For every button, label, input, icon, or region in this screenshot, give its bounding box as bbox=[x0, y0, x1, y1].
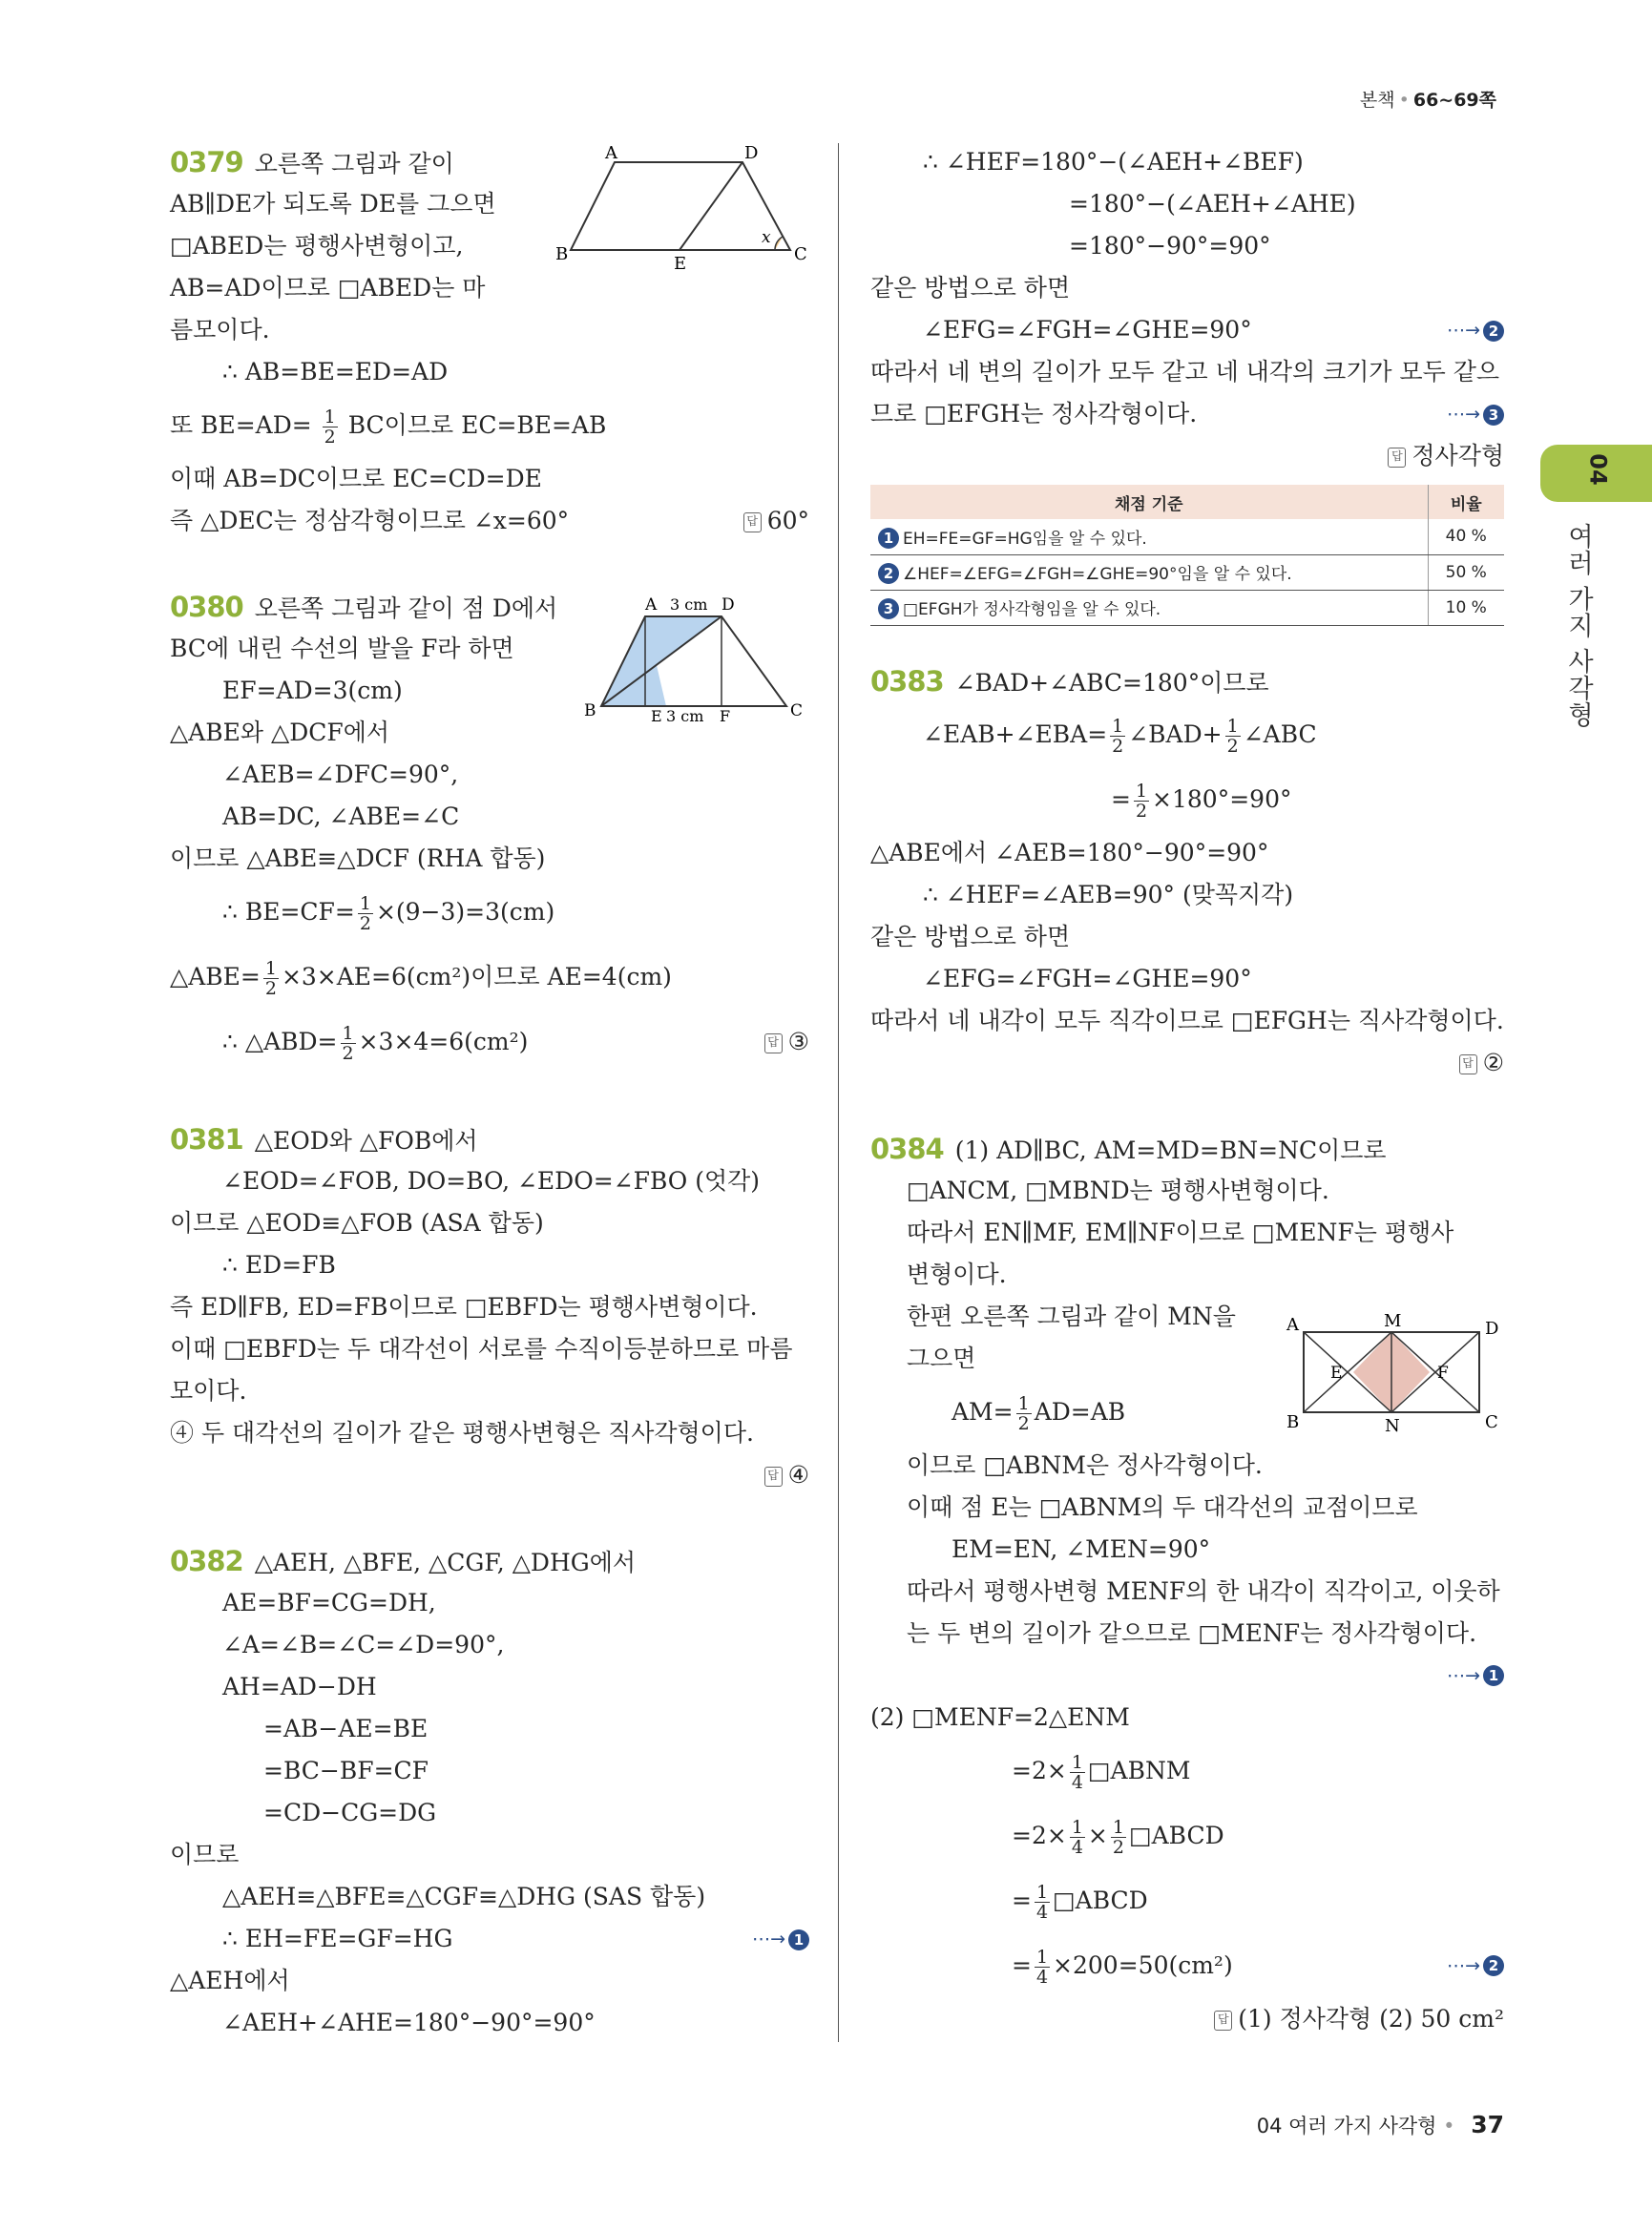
text-line: =2× bbox=[1012, 1821, 1067, 1849]
text-line: ×200=50(cm²) bbox=[1053, 1950, 1233, 1979]
text-line: BC에 내린 수선의 발을 F라 하면 bbox=[170, 635, 514, 662]
text-line: ∠EFG=∠FGH=∠GHE=90° bbox=[923, 964, 1252, 992]
text-line: 이때 □EBFD는 두 대각선이 서로를 수직이등분하므로 마름 bbox=[170, 1335, 793, 1363]
table-row: 1 EH=FE=GF=HG임을 알 수 있다. 40 % bbox=[870, 519, 1504, 554]
text-line: 따라서 네 내각이 모두 직각이므로 □EFGH는 직사각형이다. bbox=[870, 1006, 1504, 1034]
answer-icon: 답 bbox=[1388, 448, 1406, 468]
text-line: ∠AEB=∠DFC=90°, bbox=[222, 761, 459, 788]
text-line: AB=AD이므로 □ABED는 마 bbox=[170, 274, 486, 302]
answer: 답 ③ bbox=[764, 1010, 809, 1074]
text-line: △AEH≡△BFE≡△CGF≡△DHG (SAS 합동) bbox=[222, 1883, 706, 1910]
label-e: E bbox=[1330, 1364, 1343, 1383]
problem-0382-continued bbox=[870, 141, 1504, 626]
text-line: ∴ ∠HEF=180°−(∠AEH+∠BEF) bbox=[923, 148, 1304, 176]
text-line: AE=BF=CG=DH, bbox=[222, 1589, 436, 1616]
text-line: AH=AD−DH bbox=[222, 1673, 377, 1700]
text-line: EM=EN, ∠MEN=90° bbox=[951, 1534, 1211, 1563]
header-pages: 66~69쪽 bbox=[1412, 90, 1496, 111]
label-f: F bbox=[720, 707, 731, 725]
text-line: △ABE와 △DCF에서 bbox=[170, 719, 390, 746]
text-line: △ABE에서 ∠AEB=180°−90°=90° bbox=[870, 838, 1269, 866]
label-d: D bbox=[744, 143, 759, 163]
step-marker: ⋯→ 2 bbox=[1447, 1933, 1504, 1998]
text-line: 따라서 네 변의 길이가 모두 같고 네 내각의 크기가 모두 같으 bbox=[870, 358, 1500, 386]
problem-0382 bbox=[170, 1540, 809, 2044]
text-line: 는 두 변의 길이가 같으므로 □MENF는 정사각형이다. bbox=[907, 1618, 1477, 1647]
text-line: ∴ BE=CF= bbox=[222, 898, 355, 926]
text-line: =BC−BF=CF bbox=[263, 1757, 429, 1784]
text-line: □ABNM bbox=[1087, 1756, 1191, 1784]
fraction: $\frac{1}{2}$ bbox=[264, 958, 277, 999]
label-n: N bbox=[1385, 1416, 1400, 1436]
step-marker: ⋯→ 1 bbox=[752, 1918, 809, 1960]
step-marker: ⋯→ 3 bbox=[1447, 393, 1504, 435]
text-line: = bbox=[1012, 1886, 1032, 1914]
text-line: ∴ AB=BE=ED=AD bbox=[222, 358, 449, 386]
answer: 답 (1) 정사각형 (2) 50 cm² bbox=[1214, 1998, 1504, 2040]
text-line: ∠BAD+ bbox=[1128, 719, 1223, 748]
text-line: 즉 ED∥FB, ED=FB이므로 □EBFD는 평행사변형이다. bbox=[170, 1293, 758, 1321]
page-header: 본책 • 66~69쪽 bbox=[1359, 90, 1496, 111]
text-line: =CD−CG=DG bbox=[263, 1799, 437, 1826]
fraction: $\frac{1}{2}$ bbox=[342, 1023, 354, 1064]
text-line: (1) AD∥BC, AM=MD=BN=NC이므로 bbox=[954, 1136, 1387, 1164]
text-line: ∴ △ABD= bbox=[222, 1028, 338, 1055]
text-line: □ABCD bbox=[1053, 1886, 1148, 1914]
text-line: ×3×AE=6(cm²)이므로 AE=4(cm) bbox=[281, 963, 672, 990]
table-header: 비율 bbox=[1428, 485, 1504, 519]
text-line: =AB−AE=BE bbox=[263, 1715, 429, 1742]
step-marker-icon: 3 bbox=[1483, 405, 1504, 426]
header-book: 본책 bbox=[1359, 90, 1395, 111]
segment-de bbox=[680, 162, 742, 250]
text-line: □ABED는 평행사변형이고, bbox=[170, 232, 464, 260]
text-line: 이므로 △ABE≡△DCF (RHA 합동) bbox=[170, 844, 546, 872]
text-line: 름모이다. bbox=[170, 316, 270, 344]
chapter-tab bbox=[1540, 445, 1652, 502]
text-line: AB∥DE가 되도록 DE를 그으면 bbox=[170, 190, 496, 218]
table-header: 채점 기준 bbox=[870, 485, 1428, 519]
step-marker: ⋯→ 1 bbox=[1447, 1655, 1504, 1697]
answer-icon: 답 bbox=[1214, 2011, 1232, 2031]
text-line: 즉 △DEC는 정삼각형이므로 ∠x=60° bbox=[170, 507, 570, 534]
answer-icon: 답 bbox=[764, 1467, 783, 1487]
text-line: △AEH, △BFE, △CGF, △DHG에서 bbox=[254, 1549, 637, 1576]
problem-number: 0382 bbox=[170, 1545, 243, 1577]
text-line: □ABCD bbox=[1128, 1821, 1224, 1849]
left-column bbox=[170, 141, 809, 2044]
text-line: 오른쪽 그림과 같이 bbox=[254, 150, 454, 177]
answer: 답 ④ bbox=[764, 1454, 809, 1496]
text-line: 오른쪽 그림과 같이 점 D에서 bbox=[254, 594, 558, 622]
text-line: =180°−90°=90° bbox=[1069, 232, 1271, 260]
label-b: B bbox=[555, 244, 569, 264]
problem-number: 0381 bbox=[170, 1123, 243, 1156]
label-f: F bbox=[1437, 1364, 1449, 1383]
step-marker-icon: 3 bbox=[878, 598, 899, 619]
text-line: 같은 방법으로 하면 bbox=[870, 922, 1071, 950]
text-line: 므로 □EFGH는 정사각형이다. bbox=[870, 400, 1198, 427]
step-marker-icon: 1 bbox=[788, 1929, 809, 1950]
text-line: 이므로 △EOD≡△FOB (ASA 합동) bbox=[170, 1209, 544, 1237]
text-line: = bbox=[1012, 1950, 1032, 1979]
answer: 답 ② bbox=[1459, 1042, 1504, 1084]
problem-number: 0379 bbox=[170, 146, 243, 178]
chapter-number: 04 bbox=[1584, 453, 1612, 486]
text-line: ∴ ∠HEF=∠AEB=90° (맞꼭지각) bbox=[923, 880, 1294, 908]
text-line: ∠ABC bbox=[1243, 719, 1317, 748]
text-line: = bbox=[1111, 784, 1131, 813]
text-line: ×180°=90° bbox=[1152, 784, 1292, 813]
text-line: BC이므로 EC=BE=AB bbox=[340, 411, 607, 439]
answer: 답 정사각형 bbox=[1388, 435, 1504, 477]
text-line: 또 BE=AD= bbox=[170, 411, 320, 439]
label-x: x bbox=[762, 228, 771, 247]
text-line: ∠EOD=∠FOB, DO=BO, ∠EDO=∠FBO (엇각) bbox=[222, 1167, 761, 1195]
label-a: A bbox=[645, 595, 658, 615]
label-a: A bbox=[605, 143, 617, 163]
label-3cm-bottom: 3 cm bbox=[666, 707, 704, 725]
problem-0384: 0384 (1) AD∥BC, AM=MD=BN=NC이므로 □ANCM, □MBND는 평행사변형이다. 따라서 EN∥MF, EM∥NF이므로 □MENF는 평행사 변형이다. 한편 오른쪽 그림과 같이 MN을 그으면 AM= $\frac{1}{2}$ AD=AB 이므로 □ABNM은 정사각형이다. 이때 점 E는 □ABNM의 두 대각선의 교점이므로 EM=EN, ∠MEN=90° 따라서 평행사변형 MENF의 한 내각이 직각이고, 이웃하 는 두 변의 길이가 같으므로 □MENF는 정사각형이다. ⋯→ 1 (2) □MENF=2△ENM =2× $\frac{1}{4}$ □ABNM =2× $\frac{1}{4}$ × $\frac{1}{2}$ □ABCD = $\frac{1}{4}$ □ABCD = $\frac{1}{4}$ ×200=50(cm²) ⋯→ 2 답 (1) 정사각형 (2) 50 cm² bbox=[870, 1128, 1504, 2040]
label-e: E bbox=[651, 707, 662, 725]
fraction: $\frac{1}{2}$ bbox=[359, 893, 371, 934]
right-column bbox=[870, 141, 1504, 2040]
text-line: × bbox=[1087, 1821, 1108, 1849]
text-line: ∴ EH=FE=GF=HG bbox=[222, 1925, 453, 1952]
text-line: 변형이다. bbox=[907, 1260, 1007, 1288]
text-line: △ABE= bbox=[170, 963, 261, 990]
text-line: ∴ ED=FB bbox=[222, 1251, 336, 1279]
text-line: 따라서 평행사변형 MENF의 한 내각이 직각이고, 이웃하 bbox=[907, 1576, 1500, 1605]
problem-number: 0380 bbox=[170, 591, 243, 623]
text-line: ∠AEH+∠AHE=180°−90°=90° bbox=[222, 2009, 596, 2036]
text-line: AD=AB bbox=[1034, 1397, 1126, 1426]
text-line: ∠BAD+∠ABC=180°이므로 bbox=[954, 668, 1269, 697]
answer-icon: 답 bbox=[743, 512, 762, 532]
text-line: AB=DC, ∠ABE=∠C bbox=[222, 803, 460, 830]
label-b: B bbox=[584, 701, 596, 720]
problem-0383: 0383 ∠BAD+∠ABC=180°이므로 ∠EAB+∠EBA= $\frac{1}{2}$ ∠BAD+ $\frac{1}{2}$ ∠ABC = $\frac{1}{2}$ ×180°=90° △ABE에서 ∠AEB=180°−90°=90° ∴ ∠HEF=∠AEB=90° (맞꼭지각) 같은 방법으로 하면 ∠EFG=∠FGH=∠GHE=90° 따라서 네 내각이 모두 직각이므로 □EFGH는 직사각형이다. 답 ② bbox=[870, 660, 1504, 1084]
figure-0384 bbox=[1277, 1305, 1499, 1439]
problem-0381 bbox=[170, 1118, 809, 1496]
label-c: C bbox=[794, 244, 807, 264]
text-line: 이므로 bbox=[170, 1841, 240, 1868]
table-row: 3 □EFGH가 정사각형임을 알 수 있다. 10 % bbox=[870, 590, 1504, 625]
text-line: 같은 방법으로 하면 bbox=[870, 274, 1071, 302]
text-line: AM= bbox=[951, 1397, 1014, 1426]
step-marker-icon: 1 bbox=[1483, 1665, 1504, 1686]
label-a: A bbox=[1286, 1315, 1299, 1335]
text-line: 한편 오른쪽 그림과 같이 MN을 bbox=[907, 1302, 1236, 1330]
text-line: 이때 점 E는 □ABNM의 두 대각선의 교점이므로 bbox=[907, 1492, 1418, 1521]
label-3cm: 3 cm bbox=[670, 595, 708, 614]
text-line: ∠EAB+∠EBA= bbox=[923, 719, 1108, 748]
label-c: C bbox=[1485, 1412, 1498, 1432]
answer-icon: 답 bbox=[764, 1033, 783, 1053]
problem-number: 0383 bbox=[870, 664, 944, 698]
step-marker-icon: 1 bbox=[878, 528, 899, 549]
scoring-table bbox=[870, 485, 1504, 626]
label-c: C bbox=[790, 701, 804, 720]
text-line: =180°−(∠AEH+∠AHE) bbox=[1069, 190, 1356, 218]
chapter-vertical-title: 여러 가지 사각형 bbox=[1563, 523, 1593, 729]
label-d: D bbox=[1485, 1319, 1499, 1339]
text-line: 모이다. bbox=[170, 1377, 247, 1405]
step-marker-icon: 2 bbox=[1483, 321, 1504, 342]
label-m: M bbox=[1384, 1311, 1402, 1331]
text-line: ∠EFG=∠FGH=∠GHE=90° bbox=[923, 316, 1252, 344]
text-line: 따라서 EN∥MF, EM∥NF이므로 □MENF는 평행사 bbox=[907, 1218, 1454, 1246]
step-marker-icon: 2 bbox=[1483, 1955, 1504, 1976]
text-line: 그으면 bbox=[907, 1344, 976, 1372]
step-marker-icon: 2 bbox=[878, 563, 899, 584]
text-line: EF=AD=3(cm) bbox=[222, 677, 403, 704]
label-b: B bbox=[1286, 1412, 1300, 1432]
trapezoid-abcd bbox=[571, 162, 790, 250]
answer: 답 60° bbox=[743, 500, 809, 542]
angle-x bbox=[775, 237, 783, 250]
figure-0379 bbox=[555, 143, 819, 274]
step-marker: ⋯→ 2 bbox=[1447, 309, 1504, 351]
table-row: 2 ∠HEF=∠EFG=∠FGH=∠GHE=90°임을 알 수 있다. 50 % bbox=[870, 554, 1504, 590]
text-line: ∠A=∠B=∠C=∠D=90°, bbox=[222, 1631, 505, 1658]
figure-0380 bbox=[582, 594, 811, 727]
text-line: △AEH에서 bbox=[170, 1967, 290, 1994]
answer-icon: 답 bbox=[1459, 1054, 1477, 1074]
text-line: ④ 두 대각선의 길이가 같은 평행사변형은 직사각형이다. bbox=[170, 1419, 754, 1447]
page-number: 37 bbox=[1471, 2111, 1504, 2138]
problem-number: 0384 bbox=[870, 1132, 944, 1165]
text-line: 이때 AB=DC이므로 EC=CD=DE bbox=[170, 465, 542, 492]
text-line: △EOD와 △FOB에서 bbox=[254, 1127, 478, 1155]
label-e: E bbox=[674, 254, 687, 274]
text-line: □ANCM, □MBND는 평행사변형이다. bbox=[907, 1176, 1329, 1204]
footer-chapter: 04 여러 가지 사각형 bbox=[1256, 2115, 1437, 2137]
text-line: ×(9−3)=3(cm) bbox=[375, 898, 555, 926]
text-line: ×3×4=6(cm²) bbox=[358, 1028, 529, 1055]
column-divider bbox=[838, 143, 839, 2042]
fraction: $\frac{1}{2}$ bbox=[324, 407, 336, 448]
page-footer: 04 여러 가지 사각형 • 37 bbox=[1256, 2111, 1504, 2138]
label-d: D bbox=[721, 595, 735, 615]
text-line: (2) □MENF=2△ENM bbox=[870, 1702, 1130, 1731]
text-line: =2× bbox=[1012, 1756, 1067, 1784]
text-line: 이므로 □ABNM은 정사각형이다. bbox=[907, 1450, 1263, 1479]
